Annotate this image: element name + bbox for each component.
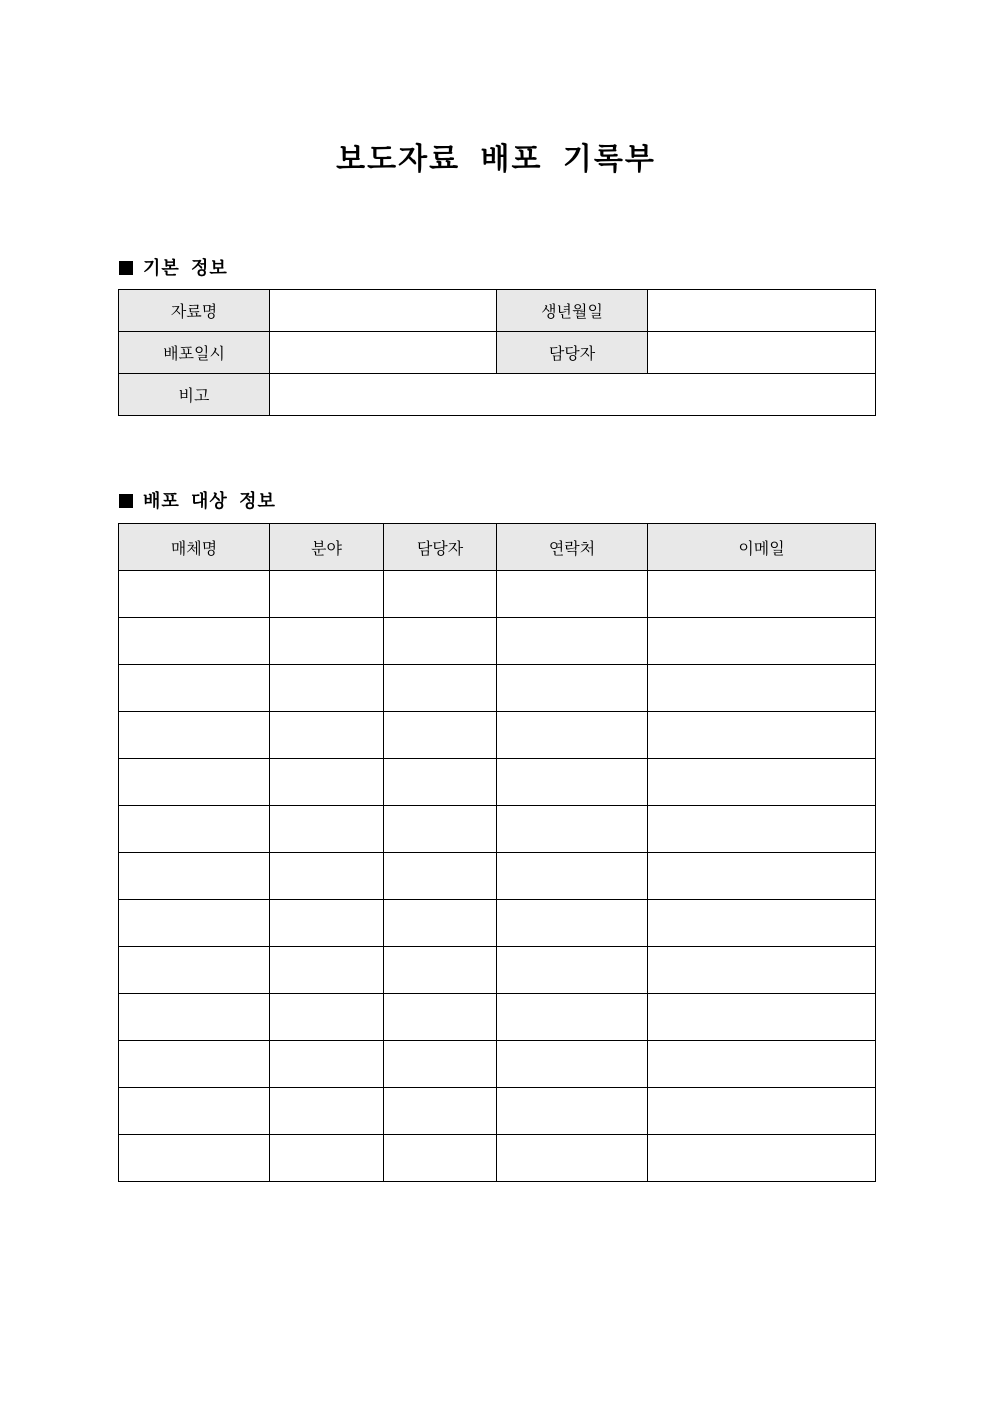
cell-email[interactable] (648, 900, 876, 947)
cell-contact[interactable] (497, 618, 648, 665)
cell-email[interactable] (648, 665, 876, 712)
cell-media[interactable] (119, 806, 270, 853)
cell-contact[interactable] (497, 1088, 648, 1135)
label-manager: 담당자 (497, 332, 648, 374)
cell-email[interactable] (648, 712, 876, 759)
cell-email[interactable] (648, 1088, 876, 1135)
distribution-table-body (119, 571, 876, 1182)
cell-contact[interactable] (497, 571, 648, 618)
cell-email[interactable] (648, 994, 876, 1041)
cell-contact[interactable] (497, 900, 648, 947)
square-bullet-icon (119, 261, 133, 275)
table-row (119, 374, 876, 416)
field-remark[interactable] (270, 374, 876, 416)
cell-manager[interactable] (384, 853, 497, 900)
cell-manager[interactable] (384, 665, 497, 712)
cell-contact[interactable] (497, 1135, 648, 1182)
cell-media[interactable] (119, 618, 270, 665)
cell-manager[interactable] (384, 759, 497, 806)
column-header-contact: 연락처 (497, 524, 648, 571)
cell-media[interactable] (119, 665, 270, 712)
cell-field[interactable] (270, 665, 384, 712)
label-remark: 비고 (119, 374, 270, 416)
cell-media[interactable] (119, 1041, 270, 1088)
cell-field[interactable] (270, 806, 384, 853)
table-row (119, 806, 876, 853)
field-manager[interactable] (648, 332, 876, 374)
cell-field[interactable] (270, 947, 384, 994)
label-distribution-date: 배포일시 (119, 332, 270, 374)
table-row (119, 759, 876, 806)
label-material-name: 자료명 (119, 290, 270, 332)
distribution-heading (119, 487, 276, 513)
table-row (119, 853, 876, 900)
cell-field[interactable] (270, 1088, 384, 1135)
column-header-email: 이메일 (648, 524, 876, 571)
cell-contact[interactable] (497, 947, 648, 994)
cell-field[interactable] (270, 618, 384, 665)
cell-manager[interactable] (384, 618, 497, 665)
table-row (119, 994, 876, 1041)
cell-email[interactable] (648, 1135, 876, 1182)
cell-contact[interactable] (497, 994, 648, 1041)
cell-media[interactable] (119, 900, 270, 947)
cell-media[interactable] (119, 571, 270, 618)
field-distribution-date[interactable] (270, 332, 497, 374)
cell-media[interactable] (119, 994, 270, 1041)
distribution-table (118, 523, 876, 1182)
field-birth-date[interactable] (648, 290, 876, 332)
table-row (119, 571, 876, 618)
table-row (119, 947, 876, 994)
table-row (119, 712, 876, 759)
label-birth-date: 생년월일 (497, 290, 648, 332)
cell-media[interactable] (119, 1088, 270, 1135)
cell-contact[interactable] (497, 1041, 648, 1088)
cell-manager[interactable] (384, 1135, 497, 1182)
cell-contact[interactable] (497, 806, 648, 853)
table-row (119, 665, 876, 712)
square-bullet-icon (119, 494, 133, 508)
cell-email[interactable] (648, 759, 876, 806)
cell-field[interactable] (270, 1041, 384, 1088)
cell-manager[interactable] (384, 900, 497, 947)
cell-manager[interactable] (384, 806, 497, 853)
table-row (119, 1135, 876, 1182)
table-header-row (119, 524, 876, 571)
cell-media[interactable] (119, 853, 270, 900)
distribution-heading-text: 배포 대상 정보 (143, 491, 276, 512)
field-material-name[interactable] (270, 290, 497, 332)
basic-info-heading-text: 기본 정보 (143, 258, 228, 279)
cell-manager[interactable] (384, 571, 497, 618)
cell-field[interactable] (270, 900, 384, 947)
cell-email[interactable] (648, 853, 876, 900)
cell-contact[interactable] (497, 665, 648, 712)
cell-contact[interactable] (497, 712, 648, 759)
table-row (119, 1088, 876, 1135)
column-header-media: 매체명 (119, 524, 270, 571)
cell-field[interactable] (270, 1135, 384, 1182)
cell-field[interactable] (270, 712, 384, 759)
cell-email[interactable] (648, 806, 876, 853)
table-row (119, 618, 876, 665)
cell-media[interactable] (119, 1135, 270, 1182)
cell-manager[interactable] (384, 994, 497, 1041)
cell-field[interactable] (270, 571, 384, 618)
cell-media[interactable] (119, 947, 270, 994)
cell-field[interactable] (270, 853, 384, 900)
table-row (119, 1041, 876, 1088)
cell-manager[interactable] (384, 712, 497, 759)
cell-email[interactable] (648, 947, 876, 994)
cell-media[interactable] (119, 759, 270, 806)
page-title: 보도자료 배포 기록부 (336, 142, 656, 177)
cell-field[interactable] (270, 759, 384, 806)
column-header-field: 분야 (270, 524, 384, 571)
cell-contact[interactable] (497, 853, 648, 900)
table-row (119, 290, 876, 332)
table-row (119, 900, 876, 947)
cell-media[interactable] (119, 712, 270, 759)
cell-email[interactable] (648, 1041, 876, 1088)
column-header-manager: 담당자 (384, 524, 497, 571)
basic-info-heading (119, 254, 228, 280)
cell-contact[interactable] (497, 759, 648, 806)
cell-manager[interactable] (384, 1041, 497, 1088)
basic-info-table (118, 289, 876, 416)
cell-email[interactable] (648, 571, 876, 618)
cell-manager[interactable] (384, 1088, 497, 1135)
cell-field[interactable] (270, 994, 384, 1041)
cell-email[interactable] (648, 618, 876, 665)
cell-manager[interactable] (384, 947, 497, 994)
table-row (119, 332, 876, 374)
